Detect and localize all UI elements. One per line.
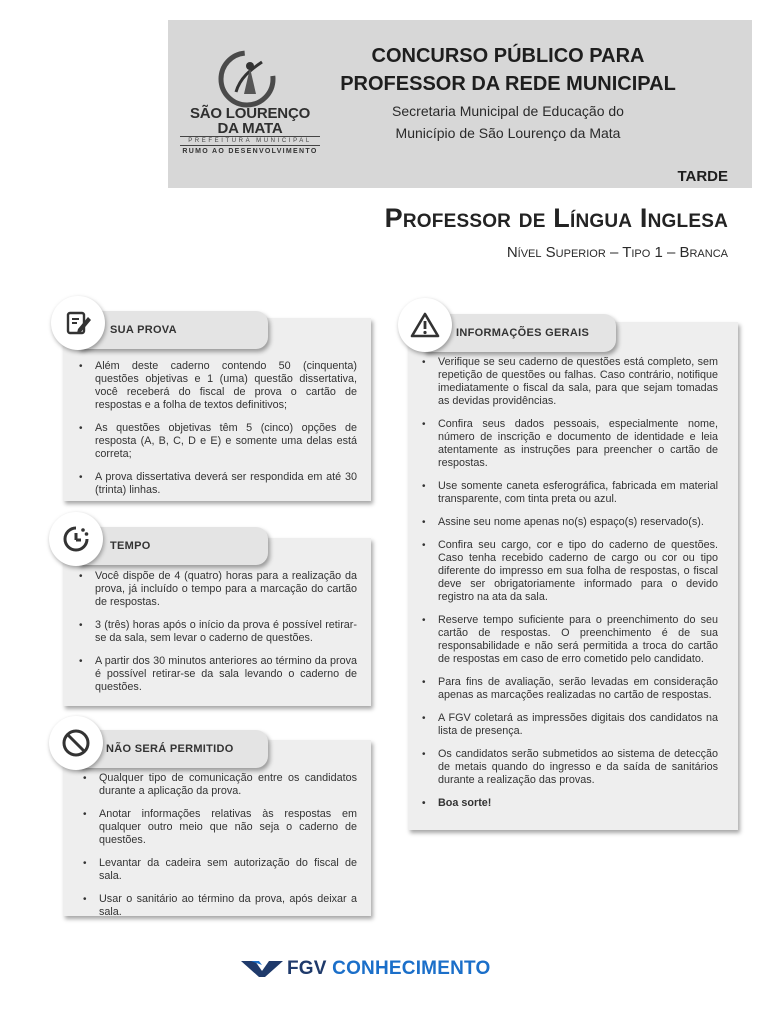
prohibited-icon [61,728,91,758]
informacoes-gerais-title: INFORMAÇÕES GERAIS [456,327,590,339]
logo-prefeitura: PREFEITURA MUNICIPAL [180,136,320,146]
list-item: • A FGV coletará as impressões digitais dos candidatos na lista de presença. [420,712,718,738]
sao-lourenco-logo-emblem [216,48,278,110]
fgv-conhecimento-logo [241,955,490,983]
list-item: • A prova dissertativa deverá ser respondida em até 30 (trinta) linhas. [77,471,357,497]
secretaria-name: Secretaria Municipal de Educação do Município de São Lourenço da Mata [392,103,624,141]
fgv-mark-icon [241,959,283,979]
list-item: • Anotar informações relativas às respostas em qualquer outro meio que não seja o caderno de questões. [81,808,357,847]
nao-permitido-tab [78,730,268,768]
turno-label: TARDE [677,168,728,185]
warning-icon [410,311,440,339]
nao-permitido-title: NÃO SERÁ PERMITIDO [106,743,234,755]
sua-prova-tab [78,311,268,349]
logo-slogan: RUMO AO DESENVOLVIMENTO [182,148,318,155]
tempo-icon-circle [49,512,103,566]
list-item: • Para fins de avaliação, serão levadas em consideração apenas as marcações realizadas no cartão de respostas. [420,676,718,702]
tempo-tab [78,527,268,565]
list-item: • Confira seus dados pessoais, especialmente nome, número de inscrição e documento de identidade e leia atentamente as instruções para preencher o cartão de respostas. [420,418,718,470]
informacoes-icon-circle [398,298,452,352]
list-item: • As questões objetivas têm 5 (cinco) opções de resposta (A, B, C, D e E) e somente uma delas está correta; [77,422,357,461]
header-banner [168,20,752,188]
list-item: • Levantar da cadeira sem autorização do fiscal de sala. [81,857,357,883]
informacoes-gerais-tab [424,314,616,352]
list-item: • Use somente caneta esferográfica, fabricada em material transparente, com tinta preta ou azul. [420,480,718,506]
nivel-tipo-label: Nível Superior – Tipo 1 – Branca [506,244,728,261]
logo-name: SÃO LOURENÇO DA MATA [189,105,311,137]
list-item: • Confira seu cargo, cor e tipo do caderno de questões. Caso tenha recebido caderno de cargo ou cor ou tipo diferente do impresso em sua folha de respostas, o fiscal deve ser obrigatoriamente informado para o devido registro na ata da sala. [420,539,718,604]
sua-prova-title: SUA PROVA [110,324,177,336]
list-item: • Usar o sanitário ao término da prova, após deixar a sala. [81,893,357,919]
tempo-title: TEMPO [110,540,151,552]
list-item: • Assine seu nome apenas no(s) espaço(s) reservado(s). [420,516,718,529]
clock-icon [61,524,91,554]
list-item: • Você dispõe de 4 (quatro) horas para a realização da prova, já incluído o tempo para a marcação do cartão de respostas. [77,570,357,609]
list-item: • Qualquer tipo de comunicação entre os candidatos durante a aplicação da prova. [81,772,357,798]
list-item: • 3 (três) horas após o início da prova é possível retirar-se da sala, sem levar o caderno de questões. [77,619,357,645]
list-item: • Boa sorte! [420,797,718,810]
list-item: • Verifique se seu caderno de questões está completo, sem repetição de questões ou falhas. Caso contrário, notifique imediatamente o fiscal da sala, para que sejam tomadas as devidas providências. [420,356,718,408]
sua-prova-icon-circle [51,296,105,350]
exam-title: CONCURSO PÚBLICO PARA PROFESSOR DA REDE MUNICIPAL [340,45,676,95]
list-item: • Reserve tempo suficiente para o preenchimento do seu cartão de respostas. O preenchimento é de sua responsabilidade e não será permitida a troca do cartão de respostas em caso de erro cometido pelo candidato. [420,614,718,666]
fgv-wordmark: FGV CONHECIMENTO [287,958,491,979]
edit-document-icon [64,309,92,337]
list-item: • A partir dos 30 minutos anteriores ao término da prova é possível retirar-se da sala levando o caderno de questões. [77,655,357,694]
informacoes-gerais-card [408,322,738,830]
list-item: • Os candidatos serão submetidos ao sistema de detecção de metais quando do ingresso e da saída de sanitários durante a realização das provas. [420,748,718,787]
list-item: • Além deste caderno contendo 50 (cinquenta) questões objetivas e 1 (uma) questão dissertativa, você receberá do fiscal de prova o cartão de respostas e a folha de textos definitivos; [77,360,357,412]
cargo-title: Professor de Língua Inglesa [384,203,728,233]
nao-permitido-icon-circle [49,716,103,770]
